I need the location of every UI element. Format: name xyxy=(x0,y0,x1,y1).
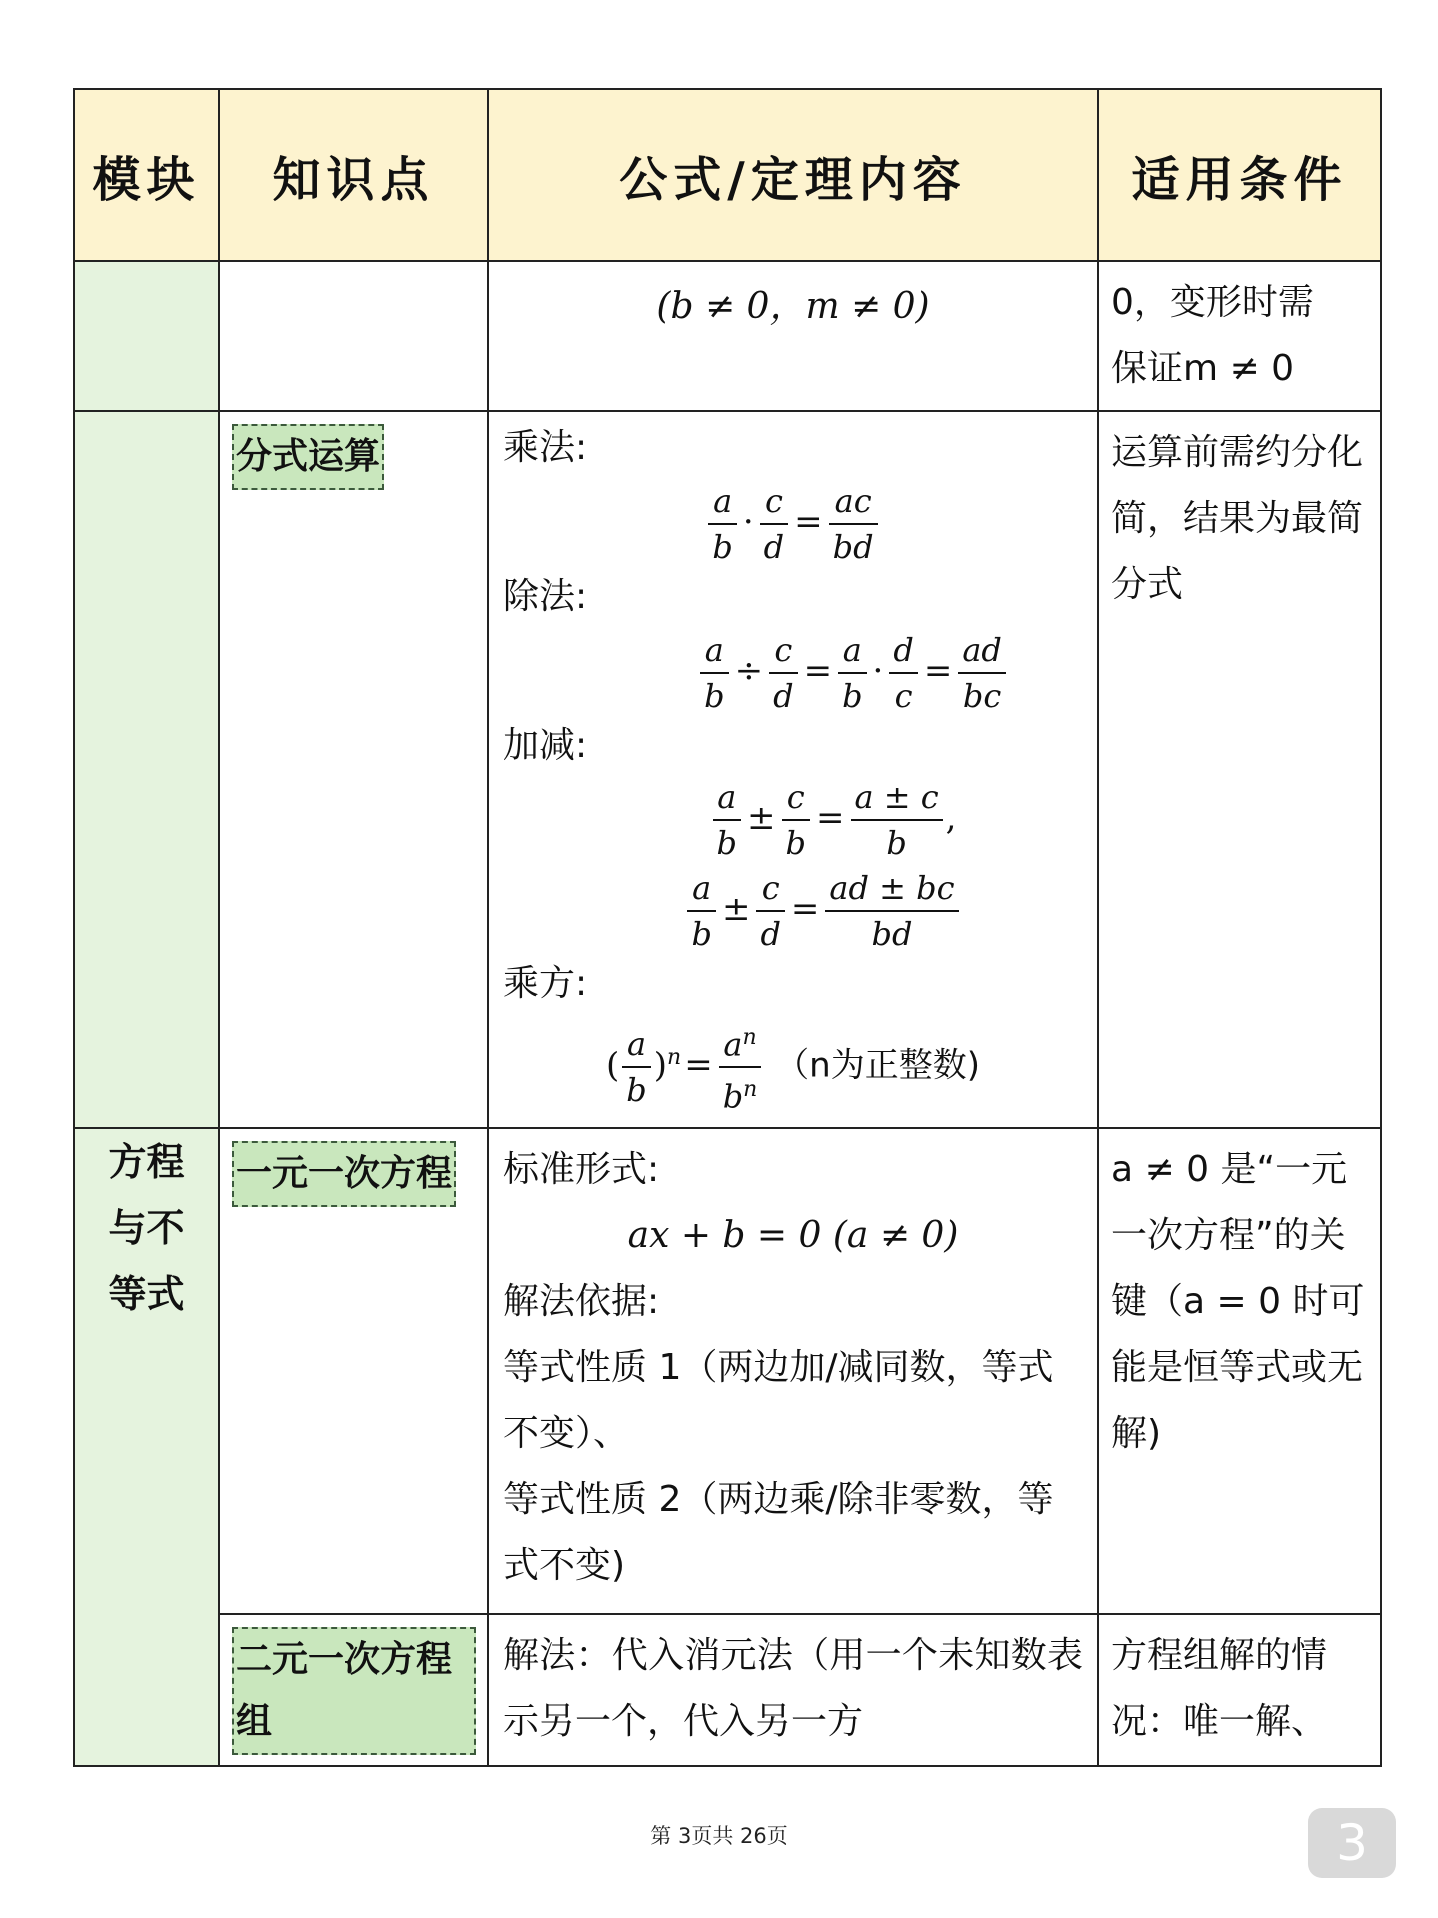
module-label: 方程与不等式 xyxy=(108,1139,185,1316)
knowledge-tag: 二元一次方程组 xyxy=(232,1627,476,1755)
page-footer: 第 3页共 26页 xyxy=(650,1824,788,1848)
knowledge-cell-empty xyxy=(219,261,488,411)
knowledge-cell xyxy=(219,1614,488,1766)
knowledge-tag: 一元一次方程 xyxy=(232,1141,456,1207)
condition-text: 方程组解的情况：唯一解、 xyxy=(1111,1634,1328,1742)
module-cell xyxy=(74,1128,219,1766)
basis-label: 解法依据: xyxy=(503,1280,660,1322)
power-label: 乘方: xyxy=(503,963,588,1004)
solution-method: 解法：代入消元法（用一个未知数表示另一个，代入另一方 xyxy=(503,1634,1083,1742)
header-condition: 适用条件 xyxy=(1098,89,1381,261)
condition-cell xyxy=(1098,261,1381,411)
nonzero-condition-formula: (b ≠ 0，m ≠ 0) xyxy=(656,286,930,327)
table-row xyxy=(74,411,1381,1128)
condition-text: a ≠ 0 是“一元一次方程”的关键（a = 0 时可能是恒等式或无解) xyxy=(1111,1148,1365,1454)
addsub-label: 加减: xyxy=(503,725,588,766)
formula-cell xyxy=(488,411,1098,1128)
knowledge-cell xyxy=(219,1128,488,1614)
header-formula: 公式/定理内容 xyxy=(488,89,1098,261)
header-module: 模块 xyxy=(74,89,219,261)
condition-text: 运算前需约分化简，结果为最简分式 xyxy=(1111,432,1364,605)
power-formula: ( $\frac{a}{b}$ )$^n$= $\frac{a^n}{b^n}$ （n为正整数) xyxy=(503,1012,1083,1119)
standard-form-formula: ax + b = 0 (a ≠ 0) xyxy=(627,1214,959,1256)
condition-cell xyxy=(1098,1614,1381,1766)
div-label: 除法: xyxy=(503,576,588,617)
condition-line: 保证m ≠ 0 xyxy=(1111,348,1295,389)
formula-cell xyxy=(488,1128,1098,1614)
addsub-formula-same-denominator: $\frac{a}{b}$ ± $\frac{c}{b}$ = $\frac{a \pm c}{b}$ , xyxy=(503,774,1083,865)
equality-property-1: 等式性质 1（两边加/减同数，等式不变）、 xyxy=(503,1346,1054,1454)
formula-table xyxy=(73,88,1382,1767)
condition-cell xyxy=(1098,1128,1381,1614)
table-row xyxy=(74,1614,1381,1766)
condition-line: 0，变形时需 xyxy=(1111,282,1314,323)
mult-formula: $\frac{a}{b}$ · $\frac{c}{d}$ = $\frac{ac}{bd}$ xyxy=(503,476,1083,569)
table-row xyxy=(74,261,1381,411)
knowledge-tag: 分式运算 xyxy=(232,424,384,490)
module-cell-continued xyxy=(74,261,219,411)
div-formula: $\frac{a}{b}$ ÷ $\frac{c}{d}$ = $\frac{a}{b}$ · $\frac{d}{c}$ = $\frac{ad}{bc}$ xyxy=(503,625,1083,718)
knowledge-cell xyxy=(219,411,488,1128)
formula-cell xyxy=(488,261,1098,411)
standard-form-label: 标准形式: xyxy=(503,1148,660,1190)
mult-label: 乘法: xyxy=(503,427,588,468)
table-row xyxy=(74,1128,1381,1614)
header-row xyxy=(74,89,1381,261)
page-number-badge: 3 xyxy=(1308,1808,1396,1878)
formula-cell xyxy=(488,1614,1098,1766)
equality-property-2: 等式性质 2（两边乘/除非零数，等式不变) xyxy=(503,1478,1054,1586)
header-knowledge: 知识点 xyxy=(219,89,488,261)
power-note: （n为正整数) xyxy=(775,1045,980,1086)
module-cell-continued xyxy=(74,411,219,1128)
addsub-formula-diff-denominator: $\frac{a}{b}$ ± $\frac{c}{d}$ = $\frac{ad \pm bc}{bd}$ xyxy=(503,865,1083,956)
condition-cell xyxy=(1098,411,1381,1128)
